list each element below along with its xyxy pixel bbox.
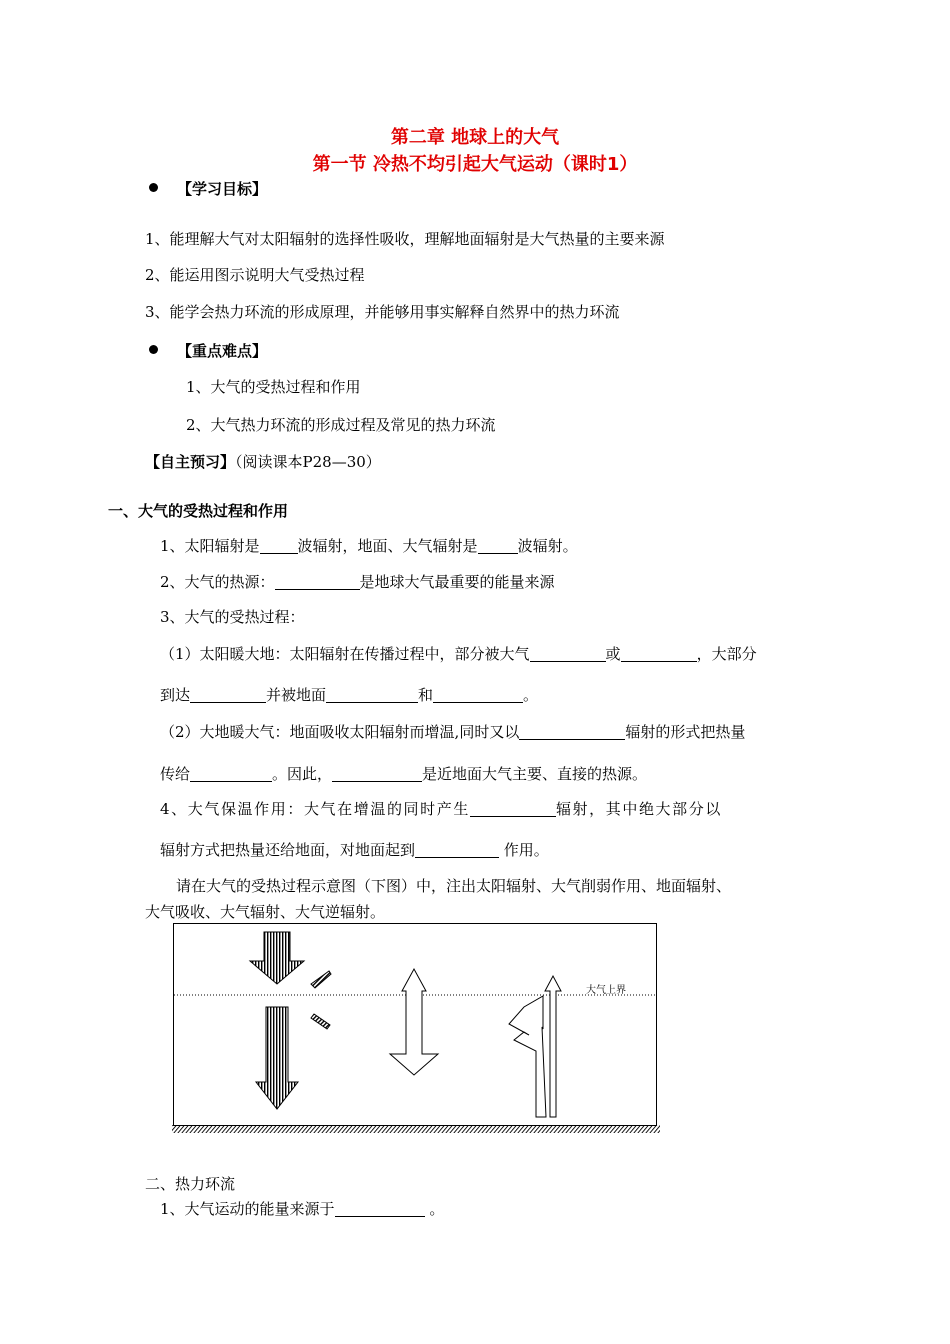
instruction-line-2: 大气吸收、大气辐射、大气逆辐射。 <box>145 903 386 921</box>
question-4b: 辐射方式把热量还给地面，对地面起到 作用。 <box>160 841 549 859</box>
ground-radiation-arrow <box>390 969 438 1075</box>
answer-blank[interactable] <box>478 538 518 554</box>
answer-blank[interactable] <box>519 724 625 740</box>
ground-hatching <box>172 1125 660 1135</box>
bullet-icon <box>149 183 158 192</box>
part2-question-1: 1、大气运动的能量来源于 。 <box>160 1200 445 1218</box>
answer-blank[interactable] <box>621 646 697 662</box>
preview-line <box>145 451 381 472</box>
question-3-2b: 传给 。因此， 是近地面大气主要、直接的热源。 <box>160 765 648 783</box>
instruction-line-1: 请在大气的受热过程示意图（下图）中，注出太阳辐射、大气削弱作用、地面辐射、 <box>176 877 732 895</box>
answer-blank[interactable] <box>332 766 422 782</box>
answer-blank[interactable] <box>260 538 298 554</box>
atmospheric-counter-radiation-arrow <box>509 976 561 1117</box>
keypoint-item-2: 2、大气热力环流的形成过程及常见的热力环流 <box>186 416 496 434</box>
bullet-icon <box>149 345 158 354</box>
heating-process-diagram <box>173 923 657 1126</box>
objective-item-2: 2、能运用图示说明大气受热过程 <box>145 266 365 284</box>
atmosphere-boundary-label: 大气上界 <box>586 985 626 996</box>
chapter-title: 第二章 地球上的大气 <box>390 127 560 148</box>
answer-blank[interactable] <box>415 842 499 858</box>
question-3-1b: 到达 并被地面 和 。 <box>160 686 539 704</box>
section-title: 第一节 冷热不均引起大气运动（课时1） <box>312 154 638 175</box>
keypoint-item-1: 1、大气的受热过程和作用 <box>186 378 361 396</box>
objective-item-3: 3、能学会热力环流的形成原理，并能够用事实解释自然界中的热力环流 <box>145 303 620 321</box>
answer-blank[interactable] <box>190 687 266 703</box>
question-3-1: （1）太阳暖大地：太阳辐射在传播过程中，部分被大气 或 ，大部分 <box>160 645 757 663</box>
answer-blank[interactable] <box>190 766 272 782</box>
question-3-2: （2）大地暖大气：地面吸收太阳辐射而增温,同时又以 辐射的形式把热量 <box>160 723 746 741</box>
answer-blank[interactable] <box>326 687 418 703</box>
question-3: 3、大气的受热过程： <box>160 608 305 626</box>
answer-blank[interactable] <box>530 646 606 662</box>
question-4: 4、大气保温作用：大气在增温的同时产生 辐射，其中绝大部分以 <box>160 800 722 818</box>
part1-heading: 一、大气的受热过程和作用 <box>108 502 289 520</box>
objective-item-1: 1、能理解大气对太阳辐射的选择性吸收，理解地面辐射是大气热量的主要来源 <box>145 230 665 248</box>
solar-radiation-arrow <box>250 932 304 984</box>
preview-note: （阅读课本P28—30） <box>235 453 381 471</box>
reflected-radiation-arrow <box>311 971 331 1029</box>
part2-heading: 二、热力环流 <box>145 1175 236 1193</box>
answer-blank[interactable] <box>275 574 360 590</box>
question-1: 1、太阳辐射是 波辐射，地面、大气辐射是 波辐射。 <box>160 537 578 555</box>
question-2: 2、大气的热源： 是地球大气最重要的能量来源 <box>160 573 555 591</box>
absorbed-radiation-arrow <box>256 1007 298 1109</box>
objectives-heading: 【学习目标】 <box>177 180 268 198</box>
answer-blank[interactable] <box>470 801 556 817</box>
diagram-canvas <box>174 924 656 1125</box>
answer-blank[interactable] <box>433 687 523 703</box>
answer-blank[interactable] <box>335 1201 425 1217</box>
keypoints-heading: 【重点难点】 <box>177 342 268 360</box>
preview-heading: 【自主预习】 <box>145 453 236 471</box>
